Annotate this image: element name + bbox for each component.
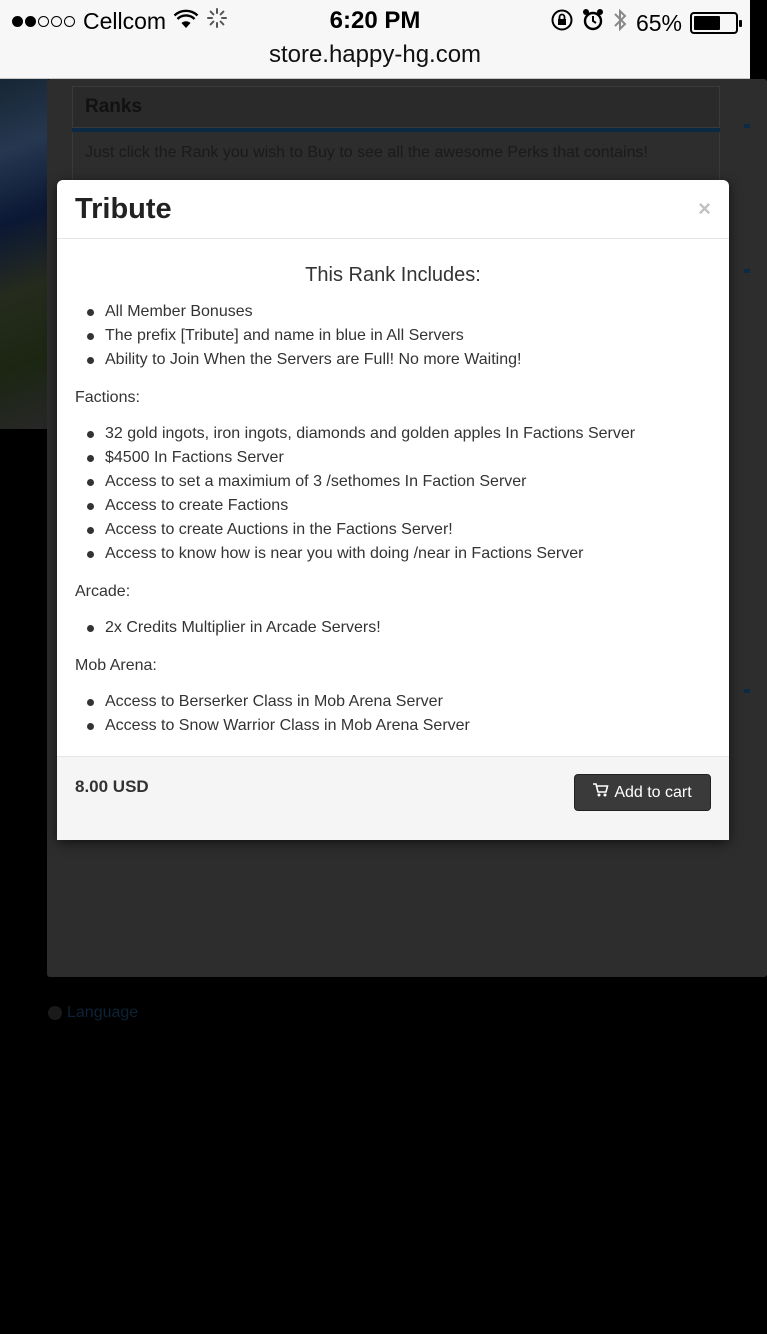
url-text: store.happy-hg.com bbox=[268, 41, 482, 68]
background-image bbox=[0, 79, 48, 429]
language-label: Language bbox=[67, 1004, 139, 1021]
list-item: All Member Bonuses bbox=[75, 300, 711, 324]
rank-modal bbox=[57, 180, 729, 840]
address-bar[interactable] bbox=[0, 40, 750, 79]
add-to-cart-label: Add to cart bbox=[614, 783, 692, 801]
arcade-perks-list bbox=[75, 616, 711, 640]
status-bar bbox=[0, 0, 750, 40]
modal-title: Tribute bbox=[75, 193, 172, 225]
side-accent bbox=[744, 124, 750, 128]
bluetooth-icon bbox=[612, 7, 628, 39]
globe-icon bbox=[48, 1006, 62, 1020]
list-item: Access to Snow Warrior Class in Mob Arena Server bbox=[75, 714, 711, 738]
list-item: Access to Berserker Class in Mob Arena Server bbox=[75, 690, 711, 714]
status-right bbox=[550, 7, 738, 39]
ranks-description: Just click the Rank you wish to Buy to see all the awesome Perks that contains! bbox=[72, 132, 720, 182]
list-item: $4500 In Factions Server bbox=[75, 446, 711, 470]
mob-arena-perks-list bbox=[75, 690, 711, 738]
ranks-panel bbox=[72, 86, 720, 181]
cart-icon bbox=[593, 783, 608, 802]
rotation-lock-icon bbox=[550, 8, 574, 38]
carrier-name: Cellcom bbox=[83, 7, 167, 34]
list-item: The prefix [Tribute] and name in blue in All Servers bbox=[75, 324, 711, 348]
alarm-icon bbox=[582, 8, 604, 38]
add-to-cart-button[interactable] bbox=[574, 774, 711, 811]
factions-perks-list bbox=[75, 422, 711, 566]
modal-header bbox=[57, 180, 729, 239]
modal-footer bbox=[57, 756, 729, 840]
section-label-arcade: Arcade: bbox=[75, 583, 131, 600]
list-item: 32 gold ingots, iron ingots, diamonds and golden apples In Factions Server bbox=[75, 422, 711, 446]
list-item: Access to set a maximium of 3 /sethomes In Faction Server bbox=[75, 470, 711, 494]
includes-heading: This Rank Includes: bbox=[305, 264, 481, 286]
side-accent bbox=[744, 689, 750, 693]
battery-percent: 65% bbox=[635, 9, 682, 36]
close-icon[interactable]: × bbox=[698, 196, 711, 221]
ranks-heading: Ranks bbox=[72, 86, 720, 128]
list-item: Access to create Factions bbox=[75, 494, 711, 518]
general-perks-list bbox=[75, 300, 711, 372]
section-label-factions: Factions: bbox=[75, 389, 140, 406]
price-label: 8.00 USD bbox=[75, 777, 149, 796]
status-time: 6:20 PM bbox=[329, 7, 421, 34]
list-item: Access to know how is near you with doing /near in Factions Server bbox=[75, 542, 711, 566]
side-accent bbox=[744, 269, 750, 273]
section-label-mob-arena: Mob Arena: bbox=[75, 657, 157, 674]
list-item: 2x Credits Multiplier in Arcade Servers! bbox=[75, 616, 711, 640]
list-item: Access to create Auctions in the Factions Server! bbox=[75, 518, 711, 542]
modal-body[interactable] bbox=[57, 239, 729, 756]
list-item: Ability to Join When the Servers are Full! No more Waiting! bbox=[75, 348, 711, 372]
battery-icon bbox=[690, 12, 738, 34]
language-link[interactable] bbox=[48, 1004, 138, 1022]
